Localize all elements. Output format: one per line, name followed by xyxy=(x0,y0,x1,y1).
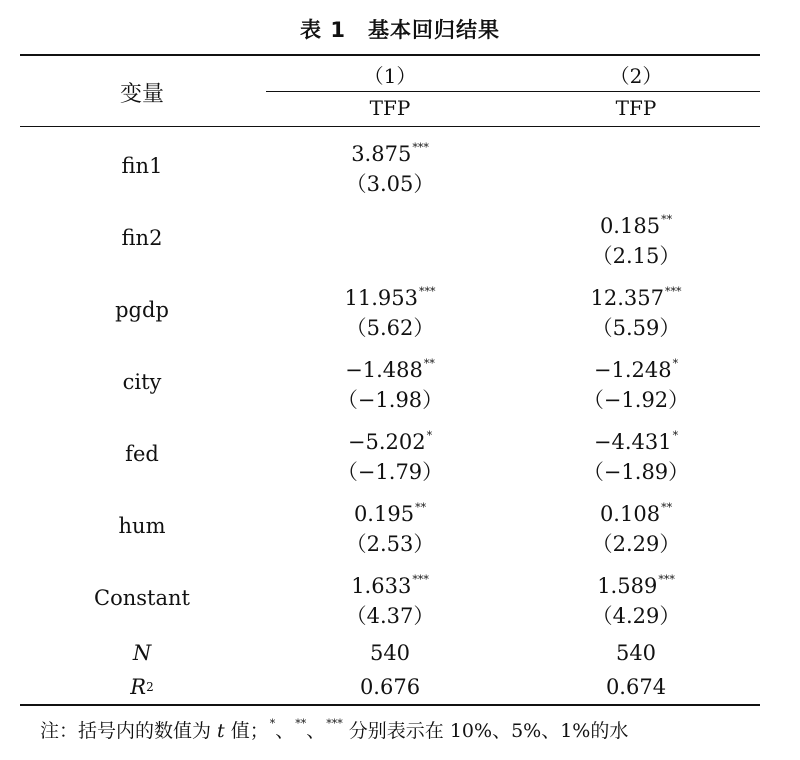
significance-stars: ** xyxy=(415,501,427,514)
coefficient-value: −1.248 xyxy=(593,358,672,382)
coefficient-cell xyxy=(512,274,760,346)
variable-name: hum xyxy=(118,514,166,538)
stat-label-n: N xyxy=(132,641,152,665)
table-row-fin1 xyxy=(20,130,760,202)
coefficient-cell xyxy=(512,490,760,562)
coefficient-cell xyxy=(512,130,760,202)
table-row-fed xyxy=(20,418,760,490)
coefficient-cell xyxy=(512,202,760,274)
stat-value: 540 xyxy=(369,641,411,665)
coefficient-cell xyxy=(266,418,514,490)
table-row-pgdp xyxy=(20,274,760,346)
t-statistic: （−1.98） xyxy=(336,388,444,412)
column-1-index: （1） xyxy=(363,64,417,88)
t-statistic xyxy=(512,166,760,202)
coefficient-value: 12.357 xyxy=(590,286,664,310)
stat-label-r2: R 2 xyxy=(130,675,154,699)
coefficient-cell xyxy=(512,418,760,490)
variable-name: pgdp xyxy=(115,298,169,322)
t-statistic: （4.29） xyxy=(591,604,681,628)
t-statistic xyxy=(266,238,514,274)
table-row-fin2 xyxy=(20,202,760,274)
t-statistic: （−1.89） xyxy=(582,460,690,484)
header-mid-rule xyxy=(266,91,760,92)
coefficient-cell xyxy=(512,346,760,418)
significance-stars: ** xyxy=(661,213,673,226)
stat-value: 0.676 xyxy=(359,675,421,699)
stat-row-n xyxy=(20,636,760,670)
t-statistic: （4.37） xyxy=(345,604,435,628)
t-statistic: （−1.92） xyxy=(582,388,690,412)
bottom-rule xyxy=(20,704,760,706)
coefficient-value: 0.108 xyxy=(599,502,661,526)
note-t-letter: t xyxy=(217,720,225,742)
coefficient-cell xyxy=(266,274,514,346)
significance-stars: * xyxy=(426,429,433,442)
t-statistic: （2.53） xyxy=(345,532,435,556)
coefficient-cell xyxy=(512,562,760,634)
variable-name: fin1 xyxy=(121,154,163,178)
variable-name: fin2 xyxy=(121,226,163,250)
coefficient-cell xyxy=(266,562,514,634)
column-2-depvar: TFP xyxy=(615,96,657,120)
table-title: 基本回归结果 xyxy=(367,18,500,42)
variable-name: Constant xyxy=(94,586,190,610)
coefficient-value: 1.633 xyxy=(351,574,412,598)
coefficient-cell xyxy=(266,346,514,418)
r2-superscript: 2 xyxy=(146,680,154,694)
table-row-constant xyxy=(20,562,760,634)
stat-row-r2 xyxy=(20,670,760,704)
header-bottom-rule xyxy=(20,126,760,127)
column-2-index: （2） xyxy=(609,64,663,88)
t-statistic: （2.29） xyxy=(591,532,681,556)
coefficient-value: 11.953 xyxy=(344,286,418,310)
t-statistic: （3.05） xyxy=(345,172,435,196)
table-number: 表 1 xyxy=(300,18,346,42)
significance-stars: *** xyxy=(658,573,675,586)
t-statistic: （−1.79） xyxy=(336,460,444,484)
coefficient-value: 0.185 xyxy=(599,214,661,238)
coefficient-cell xyxy=(266,130,514,202)
significance-stars: *** xyxy=(664,285,682,298)
variable-name: city xyxy=(122,370,162,394)
table-caption xyxy=(0,14,800,44)
t-statistic: （2.15） xyxy=(591,244,681,268)
t-statistic: （5.62） xyxy=(345,316,435,340)
coefficient-value: 1.589 xyxy=(597,574,658,598)
coefficient-value: 3.875 xyxy=(351,142,412,166)
variable-header: 变量 xyxy=(119,81,164,107)
coefficient-cell xyxy=(266,490,514,562)
significance-stars: * xyxy=(672,357,679,370)
significance-stars: *** xyxy=(412,573,429,586)
coefficient-value: 0.195 xyxy=(353,502,415,526)
coefficient-cell xyxy=(266,202,514,274)
top-rule xyxy=(20,54,760,56)
significance-stars: * xyxy=(672,429,679,442)
coefficient-value: −1.488 xyxy=(345,358,423,382)
coefficient-value: −5.202 xyxy=(347,430,426,454)
variable-name: fed xyxy=(125,442,159,466)
table-note: 注：括号内的数值为 t 值；*、**、*** 分别表示在 10%、5%、1%的水 xyxy=(40,717,629,742)
column-1-depvar: TFP xyxy=(369,96,411,120)
table-row-city xyxy=(20,346,760,418)
significance-stars: *** xyxy=(418,285,436,298)
coefficient-value: −4.431 xyxy=(593,430,672,454)
significance-stars: ** xyxy=(423,357,435,370)
significance-stars: ** xyxy=(661,501,673,514)
stat-value: 540 xyxy=(615,641,657,665)
stat-value: 0.674 xyxy=(605,675,667,699)
table-row-hum xyxy=(20,490,760,562)
t-statistic: （5.59） xyxy=(591,316,681,340)
significance-stars: *** xyxy=(412,141,429,154)
